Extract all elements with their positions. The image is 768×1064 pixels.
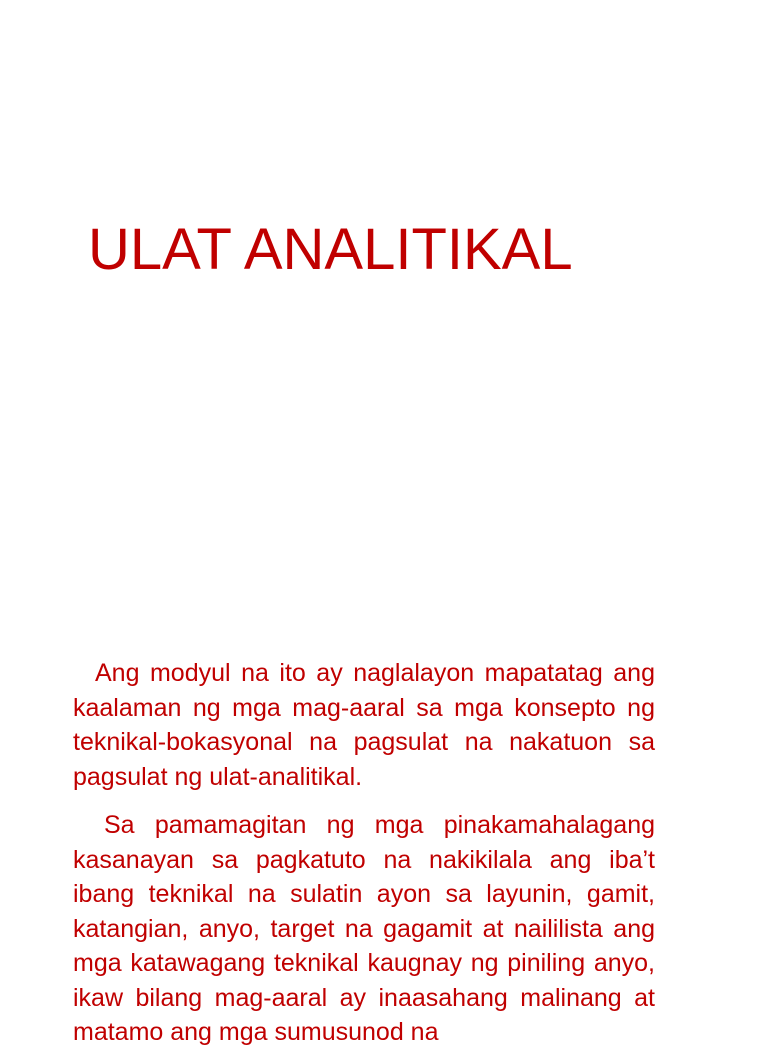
page-title: ULAT ANALITIKAL: [88, 217, 573, 282]
paragraph-intro: Ang modyul na ito ay naglalayon mapatatag ang kaalaman ng mga mag-aaral sa mga konsepto ng teknikal-bokasyonal na pagsulat na nakatuon sa pagsulat ng ulat-analitikal.: [73, 659, 655, 791]
paragraph-objectives: Sa pamamagitan ng mga pinakamahalagang kasanayan sa pagkatuto na nakikilala ang iba’t ibang teknikal na sulatin ayon sa layunin, gamit, katangian, anyo, target na gagamit at naililista ang mga katawagang teknikal kaugnay ng piniling anyo, ikaw bilang mag-aaral ay inaasahang malinang at matamo ang mga sumusunod na: [73, 811, 655, 1046]
body-text: [73, 656, 655, 1064]
